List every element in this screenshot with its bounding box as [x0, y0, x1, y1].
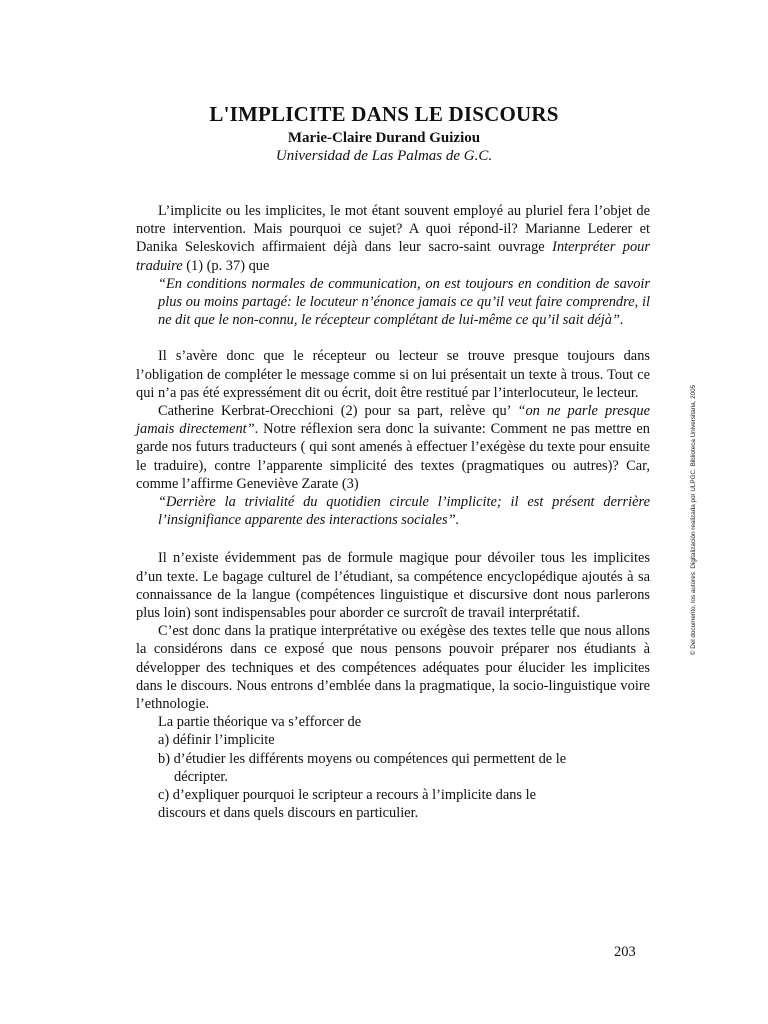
list-item: b) d’étudier les différents moyens ou compétences qui permettent de le — [158, 750, 567, 767]
paper-title: L'IMPLICITE DANS LE DISCOURS — [209, 102, 559, 126]
paragraph-theory-intro: La partie théorique va s’efforcer de — [158, 714, 362, 731]
author-affiliation: Universidad de Las Palmas de G.C. — [275, 148, 493, 164]
paragraph-text: L’implicite ou les implicites, le mot étant souvent employé au pluriel fera l’objet de notre intervention. Mais pourquoi ce sujet? A quoi répond-il? Marianne Lederer et Danika Seleskovich affirmaient déjà dans leur sacro-saint ouvrage — [136, 203, 650, 256]
article-body — [136, 202, 650, 823]
paragraph-text: Catherine Kerbrat-Orecchioni (2) pour sa part, relève qu’ — [158, 403, 518, 420]
list-item-continuation: décripter. — [174, 768, 228, 785]
list-item: a) définir l’implicite — [158, 732, 275, 749]
list-item: c) d’expliquer pourquoi le scripteur a recours à l’implicite dans le — [158, 787, 537, 804]
page-number: 203 — [614, 944, 636, 960]
quotation-zarate: “Derrière la trivialité du quotidien circule l’implicite; il est présent derrière l’insignifiance apparente des interactions sociales”. — [158, 494, 650, 529]
paragraph-text: . Notre réflexion sera donc la suivante: Comment ne pas mettre en garde nos futurs traducteurs ( qui sont amenés à effectuer l’exégèse du texte pour ensuite le traduire), contre l’apparente simplicité des textes (pragmatiques ou autres)? Car, comme l’affirme Geneviève Zarate (3) — [136, 421, 650, 492]
inline-quotation: “on ne parle presque jamais directement” — [136, 403, 650, 438]
quotation-lederer: “En conditions normales de communication, on est toujours en condition de savoir plus ou moins partagé: le locuteur n’énonce jamais ce qu’il veut faire comprendre, il ne dit que le non-connu, le récepteur complétant de lui-même ce qu’il sait déjà”. — [158, 275, 650, 329]
paragraph-receiver: Il s’avère donc que le récepteur ou lecteur se trouve presque toujours dans l’obligation de compléter le message comme si on lui présentait un texte à trous. Tout ce qui n’a pas été expressément dit ou écrit, doit être restitué par l’interlocuteur, le lecteur. — [136, 348, 650, 401]
book-title: Interpréter pour traduire — [136, 239, 650, 274]
paragraph-kerbrat — [136, 402, 650, 493]
copyright-notice: © Del documento, los autores. Digitalización realizada por ULPGC. Biblioteca Universitaria, 2005 — [690, 384, 697, 656]
paragraph-intro — [136, 202, 650, 275]
paragraph-formula: Il n’existe évidemment pas de formule magique pour dévoiler tous les implicites d’un texte. Le bagage culturel de l’étudiant, sa compétence encyclopédique ajoutés à sa connaissance de la langue (compétences linguistique et discursive dont nous parlerons plus loin) sont indispensables pour aborder ce surcroît de travail interprétatif. — [136, 550, 650, 622]
list-item-continuation: discours et dans quels discours en particulier. — [158, 805, 419, 822]
author-name: Marie-Claire Durand Guiziou — [287, 130, 481, 146]
paragraph-practice: C’est donc dans la pratique interprétative ou exégèse des textes telle que nous allons la considérons dans ce exposé que nous pensons pouvoir préparer nos étudiants à développer des techniques et des compétences adéquates pour élucider les implicites dans le discours. Nous entrons d’emblée dans la pragmatique, la socio-linguistique voire l’ethnologie. — [136, 623, 650, 713]
paragraph-text: (1) (p. 37) que — [182, 257, 270, 274]
